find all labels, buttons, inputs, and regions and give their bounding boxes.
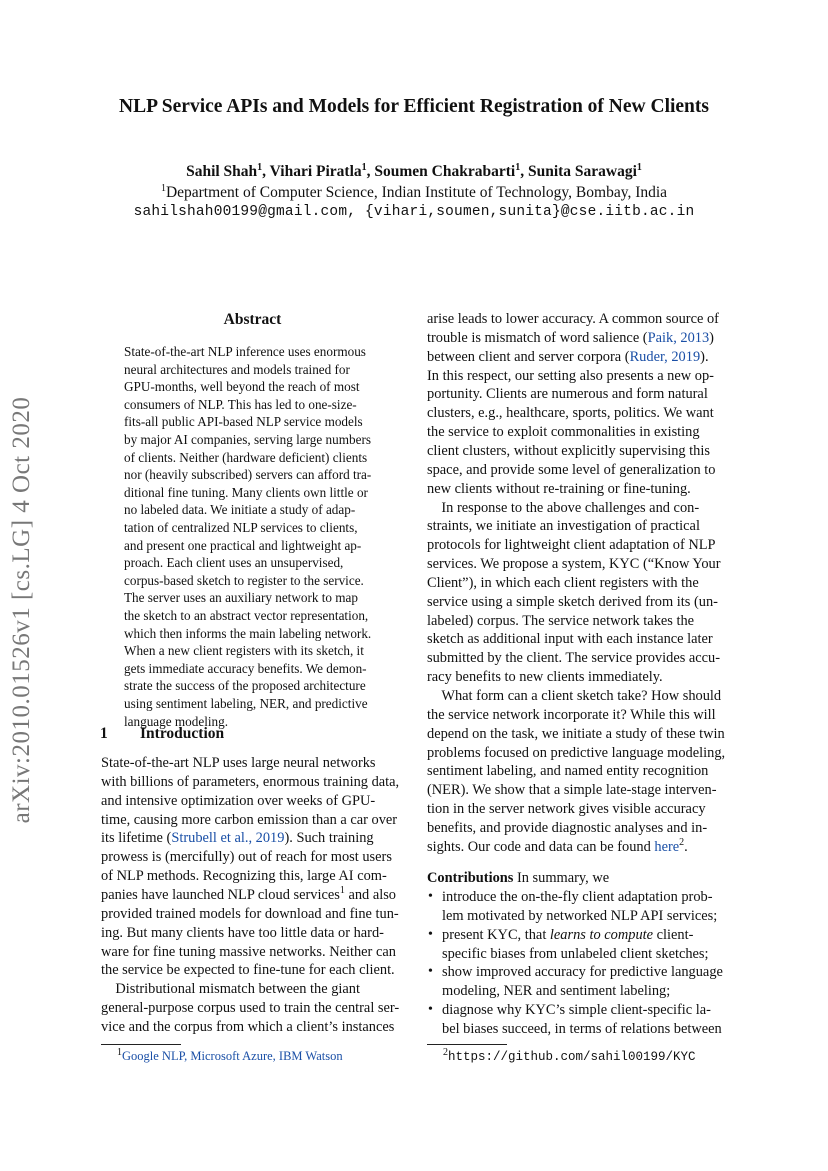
line-text: vice and the corpus from which a client’s instances: [101, 1018, 395, 1035]
text-line: [427, 386, 708, 403]
line-text: depend on the task, we initiate a study of these twin: [427, 725, 725, 742]
text-line: [427, 500, 699, 517]
line-text: prowess is (mercifully) out of reach for most users: [101, 849, 392, 866]
section-heading-introduction: 1 Introduction: [100, 725, 225, 742]
text-line: [427, 330, 714, 347]
citation-link[interactable]: here: [654, 838, 680, 855]
line-text: panies have launched NLP cloud services: [101, 886, 340, 903]
abstract-line: and present one practical and lightweight ap-: [124, 537, 362, 553]
line-text: client clusters, without explicitly supervising this: [427, 442, 710, 459]
abstract-line: consumers of NLP. This has led to one-size-: [124, 396, 357, 412]
line-text: services. We propose a system, KYC (“Know Your: [427, 556, 721, 573]
bullet-text: show improved accuracy for predictive language: [442, 964, 723, 981]
abstract-line: no labeled data. We initiate a study of adap-: [124, 502, 356, 518]
text-line: [427, 763, 708, 780]
text-line: [427, 782, 717, 799]
text-line: [427, 575, 699, 592]
line-text: trouble is mismatch of word salience (: [427, 329, 648, 346]
abstract-line: strate the success of the proposed architecture: [124, 678, 366, 694]
footnote-1: $^1$Google NLP, Microsoft Azure, IBM Watson: [117, 1046, 343, 1063]
bullet-glyph: •: [428, 926, 433, 942]
abstract-line: of clients. Neither (hardware deficient) clients: [124, 449, 368, 465]
line-text: and intensive optimization over weeks of GPU-: [101, 792, 376, 809]
abstract-line: neural architectures and models trained for: [124, 361, 350, 377]
text-line: [427, 311, 719, 328]
text-line: [427, 726, 725, 743]
line-text: of NLP methods. Recognizing this, large AI com-: [101, 868, 387, 885]
line-text: ): [709, 329, 714, 346]
abstract-line: proach. Each client uses an unsupervised,: [124, 555, 344, 571]
line-text: ).: [700, 348, 709, 365]
text-line: [101, 793, 375, 810]
line-text: between client and server corpora (: [427, 348, 630, 365]
abstract-line: the sketch to an abstract vector representation,: [124, 608, 369, 623]
author-name: Vihari Piratla: [269, 163, 362, 180]
abstract-heading: Abstract: [223, 311, 282, 328]
text-line: [427, 556, 721, 573]
line-text: tion in the server network gives visible accuracy: [427, 801, 706, 818]
line-text: time, causing more carbon emission than a car over: [101, 811, 398, 828]
abstract-line: language modeling.: [124, 713, 229, 729]
line-text: protocols for lightweight client adaptation of NLP: [427, 537, 716, 554]
citation-link[interactable]: Paik, 2013: [647, 329, 710, 346]
text-line: [101, 906, 399, 923]
bullet-line: [442, 889, 713, 906]
text-line: [427, 443, 710, 460]
bullet-glyph: •: [428, 1002, 433, 1018]
bullet-text: learns to compute: [549, 926, 654, 943]
line-text: In this respect, our setting also presents a new op-: [427, 367, 714, 384]
line-text: problems focused on predictive language modeling,: [427, 744, 726, 761]
line-text: arise leads to lower accuracy. A common source of: [427, 311, 719, 327]
paper-title: NLP Service APIs and Models for Efficient Registration of New Clients: [119, 96, 709, 117]
contributions-paragraph: Contributions In summary, we: [427, 870, 610, 886]
line-text: Client”), in which each client registers with the: [427, 574, 699, 591]
line-text: its lifetime (: [101, 830, 172, 847]
abstract-line: ditional fine tuning. Many clients own little or: [124, 484, 368, 500]
author-affil-mark: 1: [515, 161, 521, 173]
abstract-line: fits-all public API-based NLP service models: [124, 414, 363, 430]
text-line: [427, 424, 700, 441]
author-affil-mark: 1: [361, 161, 367, 173]
line-text: ing. But many clients have too little data or hard-: [101, 924, 384, 941]
line-text: with billions of parameters, enormous training data,: [101, 773, 400, 790]
line-text: sentiment labeling, and named entity recognition: [427, 763, 709, 780]
line-text: ). Such training: [284, 830, 374, 847]
bullet-line: [442, 1021, 722, 1038]
line-text: State-of-the-art NLP uses large neural networks: [101, 755, 376, 771]
bullet-glyph: •: [428, 889, 433, 904]
line-text: What form can a client sketch take? How should: [427, 688, 722, 704]
bullet-text: specific biases from unlabeled client sketches;: [442, 945, 709, 962]
text-line: [427, 518, 700, 535]
line-text: provided trained models for download and fine tun-: [101, 905, 399, 922]
bullet-text: present KYC, that: [442, 926, 550, 943]
text-line: [101, 944, 396, 961]
text-line: [101, 962, 395, 979]
text-line: [101, 981, 360, 998]
bullet-line: [442, 908, 717, 925]
author-name: Sunita Sarawagi: [527, 163, 637, 180]
line-text: racy benefits to new clients immediately.: [427, 669, 663, 686]
text-line: [427, 349, 709, 366]
text-line: [427, 839, 688, 856]
footnote-rule-right: [427, 1044, 507, 1045]
abstract-line: GPU-months, well beyond the reach of most: [124, 379, 360, 395]
citation-link[interactable]: Ruder, 2019: [629, 348, 701, 365]
author-name: Soumen Chakrabarti: [374, 163, 516, 180]
footnote-mark: 2: [679, 837, 685, 848]
text-line: [427, 405, 714, 422]
text-line: [427, 801, 706, 818]
author-affil-mark: 1: [257, 161, 263, 173]
line-text: sights. Our code and data can be found: [427, 838, 655, 855]
abstract-line: State-of-the-art NLP inference uses enormous: [124, 344, 366, 359]
text-line: [427, 537, 716, 554]
text-line: [427, 688, 721, 705]
text-line: [427, 820, 707, 837]
abstract-line: gets immediate accuracy benefits. We demon-: [124, 660, 367, 676]
text-line: [101, 774, 399, 791]
text-line: [101, 925, 384, 942]
bullet-line: [442, 946, 709, 963]
text-line: [101, 1000, 399, 1017]
bullet-text: client-: [653, 926, 694, 943]
line-text: general-purpose corpus used to train the central ser-: [101, 1000, 400, 1017]
text-line: [427, 631, 713, 648]
footnote-mark: 1: [339, 885, 345, 897]
abstract-line: nor (heavily subscribed) servers can afford tra-: [124, 467, 372, 483]
author-affil-mark: 1: [636, 161, 642, 173]
text-line: [427, 594, 718, 611]
text-line: [101, 868, 387, 885]
bullet-text: modeling, NER and sentiment labeling;: [442, 983, 671, 1000]
bullet-text: bel biases succeed, in terms of relations between: [442, 1020, 722, 1037]
line-text: clusters, e.g., healthcare, sports, politics. We want: [427, 405, 714, 422]
abstract-line: by major AI companies, serving large numbers: [124, 432, 371, 447]
author-name: Sahil Shah: [186, 163, 258, 180]
line-text: (NER). We show that a simple late-stage interven-: [427, 782, 717, 799]
abstract-line: When a new client registers with its sketch, it: [124, 643, 364, 659]
text-line: [101, 755, 376, 772]
text-line: [427, 745, 725, 762]
line-text: the service to exploit commonalities in existing: [427, 424, 700, 441]
line-text: and also: [344, 886, 396, 903]
text-line: [427, 613, 694, 630]
line-text: the service be expected to fine-tune for each client.: [101, 962, 395, 979]
footnote-rule-left: [101, 1044, 181, 1045]
text-line: [427, 650, 720, 667]
text-line: [101, 812, 397, 829]
line-text: ware for fine tuning massive networks. Neither can: [101, 943, 396, 960]
citation-link[interactable]: Strubell et al., 2019: [171, 830, 285, 847]
text-line: [101, 887, 396, 904]
bullet-text: introduce the on-the-fly client adaptation prob-: [442, 889, 713, 905]
arxiv-stamp: arXiv:2010.01526v1 [cs.LG] 4 Oct 2020: [8, 396, 35, 824]
abstract-line: corpus-based sketch to register to the service.: [124, 572, 364, 588]
text-line: [427, 481, 691, 498]
line-text: .: [684, 838, 688, 855]
text-line: [427, 707, 716, 724]
line-text: benefits, and provide diagnostic analyses and in-: [427, 819, 708, 836]
abstract-line: which then informs the main labeling network.: [124, 625, 372, 641]
text-line: [427, 462, 716, 479]
author-emails: sahilshah00199@gmail.com, {vihari,soumen,sunita}@cse.iitb.ac.in: [133, 204, 695, 220]
line-text: sketch as additional input with each instance later: [427, 631, 713, 648]
abstract-line: tation of centralized NLP services to clients,: [124, 520, 358, 535]
text-line: [101, 830, 374, 847]
bullet-line: [442, 983, 670, 1000]
line-text: labeled) corpus. The service network takes the: [427, 612, 695, 629]
line-text: In response to the above challenges and con-: [427, 499, 700, 516]
line-text: the service network incorporate it? While this will: [427, 706, 716, 723]
abstract-line: The server uses an auxiliary network to map: [124, 590, 359, 606]
text-line: [427, 368, 714, 385]
line-text: portunity. Clients are numerous and form natural: [427, 386, 708, 403]
line-text: service using a simple sketch derived from its (un-: [427, 593, 718, 610]
author-separator: ,: [366, 163, 375, 180]
author-list: [0, 163, 828, 181]
text-line: [101, 849, 392, 866]
line-text: submitted by the client. The service provides accu-: [427, 650, 721, 667]
footnote-2: $^2$https://github.com/sahil00199/KYC: [443, 1046, 696, 1064]
author-separator: ,: [520, 163, 528, 180]
line-text: Distributional mismatch between the giant: [101, 981, 360, 998]
bullet-line: [442, 1002, 711, 1019]
bullet-glyph: •: [428, 964, 433, 980]
bullet-text: lem motivated by networked NLP API services;: [442, 907, 718, 924]
text-line: [427, 669, 663, 686]
affiliation: $^1$Department of Computer Science, Indian Institute of Technology, Bombay, India: [160, 182, 668, 201]
bullet-line: [442, 927, 693, 944]
line-text: straints, we initiate an investigation of practical: [427, 518, 700, 535]
text-line: [101, 1019, 394, 1036]
line-text: space, and provide some level of generalization to: [427, 461, 716, 478]
abstract-line: using sentiment labeling, NER, and predictive: [124, 696, 368, 711]
bullet-text: diagnose why KYC’s simple client-specific la-: [442, 1002, 711, 1019]
line-text: new clients without re-training or fine-tuning.: [427, 480, 691, 497]
bullet-line: [442, 964, 723, 981]
author-separator: ,: [262, 163, 270, 180]
